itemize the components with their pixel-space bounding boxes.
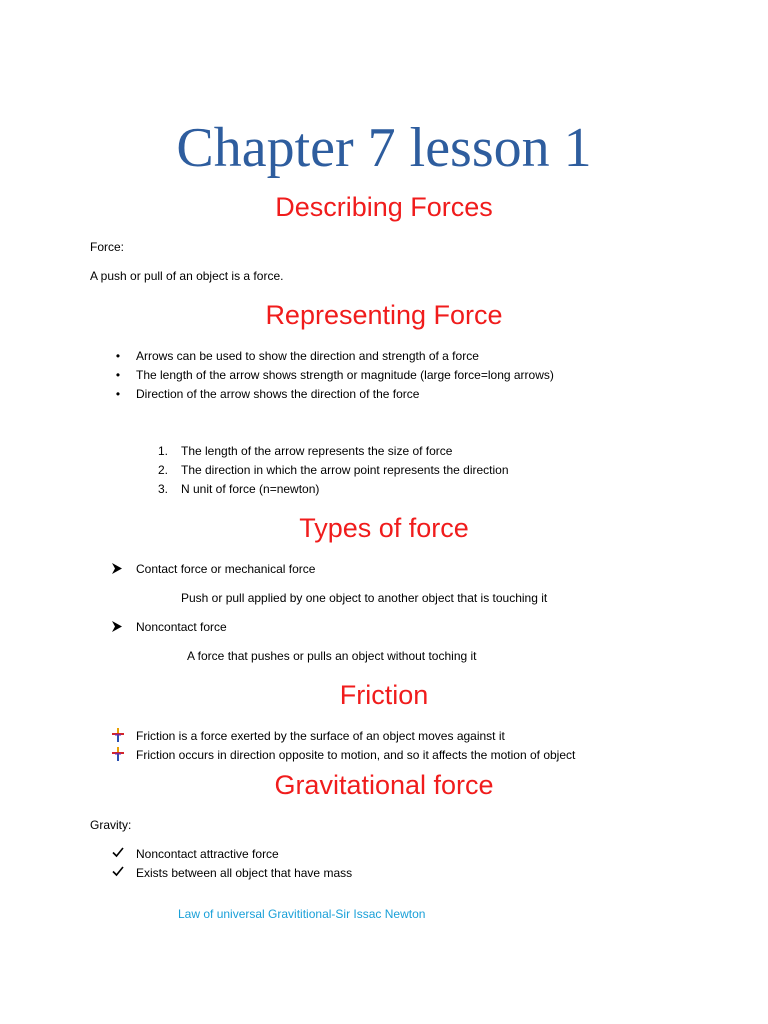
gravity-label: Gravity: [90, 818, 132, 832]
representing-bullet-item: Direction of the arrow shows the direction of the force [136, 387, 420, 401]
heading-types-of-force: Types of force [299, 513, 469, 543]
pushpin-bullet-icon [112, 747, 124, 761]
heading-gravitational-force: Gravitational force [274, 770, 494, 800]
arrowhead-bullet-icon [112, 563, 122, 574]
checkmark-bullet-icon [112, 846, 124, 858]
gravity-item: Noncontact attractive force [136, 847, 279, 861]
bullet-dot-icon: • [115, 368, 121, 382]
type-item-desc: Push or pull applied by one object to another object that is touching it [181, 591, 548, 605]
checkmark-bullet-icon [112, 865, 124, 877]
representing-bullet-item: The length of the arrow shows strength or magnitude (large force=long arrows) [136, 368, 554, 382]
arrowhead-bullet-icon [112, 621, 122, 632]
type-item-desc: A force that pushes or pulls an object without toching it [187, 649, 477, 663]
force-definition: A push or pull of an object is a force. [90, 269, 284, 283]
representing-bullet-item: Arrows can be used to show the direction and strength of a force [136, 349, 479, 363]
pushpin-bullet-icon [112, 728, 124, 742]
bullet-dot-icon: • [115, 349, 121, 363]
heading-describing-forces: Describing Forces [275, 192, 493, 222]
heading-friction: Friction [339, 680, 429, 710]
numbered-item-number: 1. [158, 444, 169, 458]
numbered-item-text: The length of the arrow represents the size of force [181, 444, 453, 458]
type-item-label: Noncontact force [136, 620, 227, 634]
friction-item: Friction occurs in direction opposite to motion, and so it affects the motion of object [136, 748, 576, 762]
bullet-dot-icon: • [115, 387, 121, 401]
numbered-item-text: The direction in which the arrow point represents the direction [181, 463, 509, 477]
numbered-item-number: 3. [158, 482, 169, 496]
page-title: Chapter 7 lesson 1 [176, 117, 592, 179]
numbered-item-text: N unit of force (n=newton) [181, 482, 320, 496]
friction-item: Friction is a force exerted by the surface of an object moves against it [136, 729, 505, 743]
gravity-item: Exists between all object that have mass [136, 866, 353, 880]
numbered-item-number: 2. [158, 463, 169, 477]
force-label: Force: [90, 240, 125, 254]
heading-representing-force: Representing Force [265, 300, 503, 330]
law-of-gravitation-note: Law of universal Gravititional-Sir Issac Newton [178, 907, 426, 921]
type-item-label: Contact force or mechanical force [136, 562, 316, 576]
